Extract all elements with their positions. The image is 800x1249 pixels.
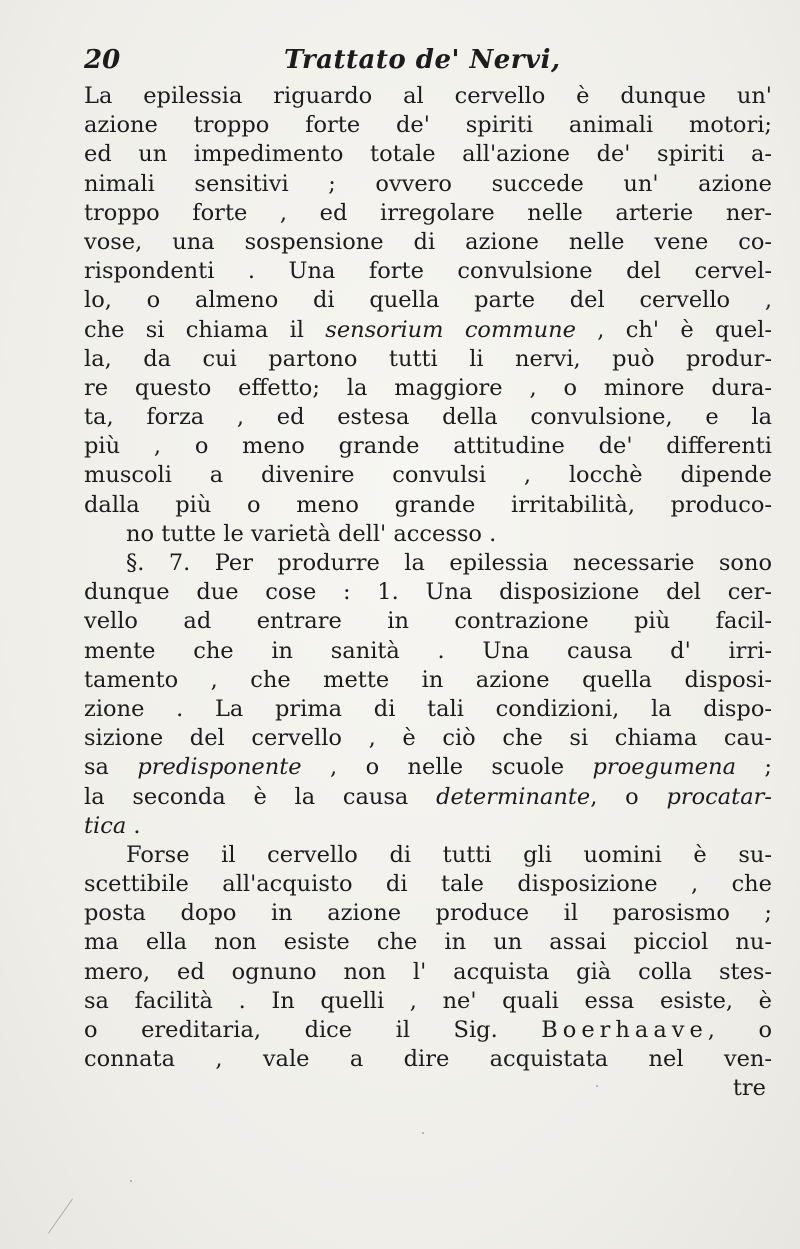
text-line: più , o meno grande attitudine de' differenti bbox=[84, 433, 772, 460]
paper-speck bbox=[596, 1085, 598, 1087]
text-line: dunque due cose : 1. Una disposizione del cer- bbox=[84, 579, 772, 606]
italic-term: procatar- bbox=[666, 783, 772, 810]
text-line: sa facilità . In quelli , ne' quali essa esiste, è bbox=[84, 987, 772, 1014]
text-line: re questo effetto; la maggiore , o minore dura- bbox=[84, 374, 772, 401]
text-line: connata , vale a dire acquistata nel ven- bbox=[84, 1046, 772, 1073]
running-title: Trattato de' Nervi, bbox=[284, 45, 561, 75]
text-line: sizione del cervello , è ciò che si chiama cau- bbox=[84, 725, 772, 752]
paragraph-start-line: Forse il cervello di tutti gli uomini è su- bbox=[126, 841, 772, 868]
text-line: scettibile all'acquisto di tale disposizione , che bbox=[84, 871, 772, 898]
text-line: lo, o almeno di quella parte del cervello , bbox=[84, 287, 772, 314]
italic-term: tica bbox=[84, 812, 127, 839]
text-line: ed un impedimento totale all'azione de' spiriti a- bbox=[84, 141, 772, 168]
paper-mark bbox=[48, 1199, 73, 1234]
text-line: muscoli a divenire convulsi , locchè dipende bbox=[84, 462, 772, 489]
text-line: la seconda è la causa determinante, o procatar- bbox=[84, 783, 772, 810]
italic-term: sensorium commune bbox=[325, 316, 576, 343]
page-number: 20 bbox=[84, 45, 121, 75]
catchword: tre bbox=[732, 1075, 766, 1102]
text-line: la, da cui partono tutti li nervi, può produr- bbox=[84, 345, 772, 372]
text-line: vello ad entrare in contrazione più facil- bbox=[84, 608, 772, 635]
text-line: dalla più o meno grande irritabilità, produco- bbox=[84, 491, 772, 518]
text-line: rispondenti . Una forte convulsione del cervel- bbox=[84, 258, 772, 285]
italic-term: predisponente bbox=[137, 754, 302, 781]
body-text bbox=[84, 82, 772, 1104]
text-line: vose, una sospensione di azione nelle vene co- bbox=[84, 228, 772, 255]
text-line: ma ella non esiste che in un assai picciol nu- bbox=[84, 929, 772, 956]
paper-speck bbox=[422, 1132, 424, 1134]
italic-term: determinante bbox=[436, 783, 591, 810]
text-line: o ereditaria, dice il Sig. Boerhaave, o bbox=[84, 1017, 772, 1043]
text-line: posta dopo in azione produce il parosismo ; bbox=[84, 900, 772, 927]
text-line: azione troppo forte de' spiriti animali motori; bbox=[84, 112, 772, 139]
page-header bbox=[84, 40, 764, 80]
text-line: sa predisponente , o nelle scuole proegumena ; bbox=[84, 754, 772, 781]
text-line: no tutte le varietà dell' accesso . bbox=[126, 520, 497, 547]
small-caps-name: Boerhaave bbox=[541, 1017, 708, 1043]
text-line: tica . bbox=[84, 812, 141, 839]
text-line: che si chiama il sensorium commune , ch' è quel- bbox=[84, 316, 772, 343]
text-line: mero, ed ognuno non l' acquista già colla stes- bbox=[84, 958, 772, 985]
italic-term: proegumena bbox=[592, 754, 737, 781]
text-line: ta, forza , ed estesa della convulsione, e la bbox=[84, 404, 772, 431]
text-line: tamento , che mette in azione quella disposi- bbox=[84, 666, 772, 693]
text-line: nimali sensitivi ; ovvero succede un' azione bbox=[84, 170, 772, 197]
section-start-line: §. 7. Per produrre la epilessia necessarie sono bbox=[126, 550, 772, 576]
text-line: troppo forte , ed irregolare nelle arterie ner- bbox=[84, 199, 772, 226]
text-line: mente che in sanità . Una causa d' irri- bbox=[84, 637, 772, 664]
text-line: La epilessia riguardo al cervello è dunque un' bbox=[84, 83, 772, 109]
text-line: zione . La prima di tali condizioni, la dispo- bbox=[84, 695, 772, 722]
paper-speck bbox=[130, 1180, 132, 1182]
